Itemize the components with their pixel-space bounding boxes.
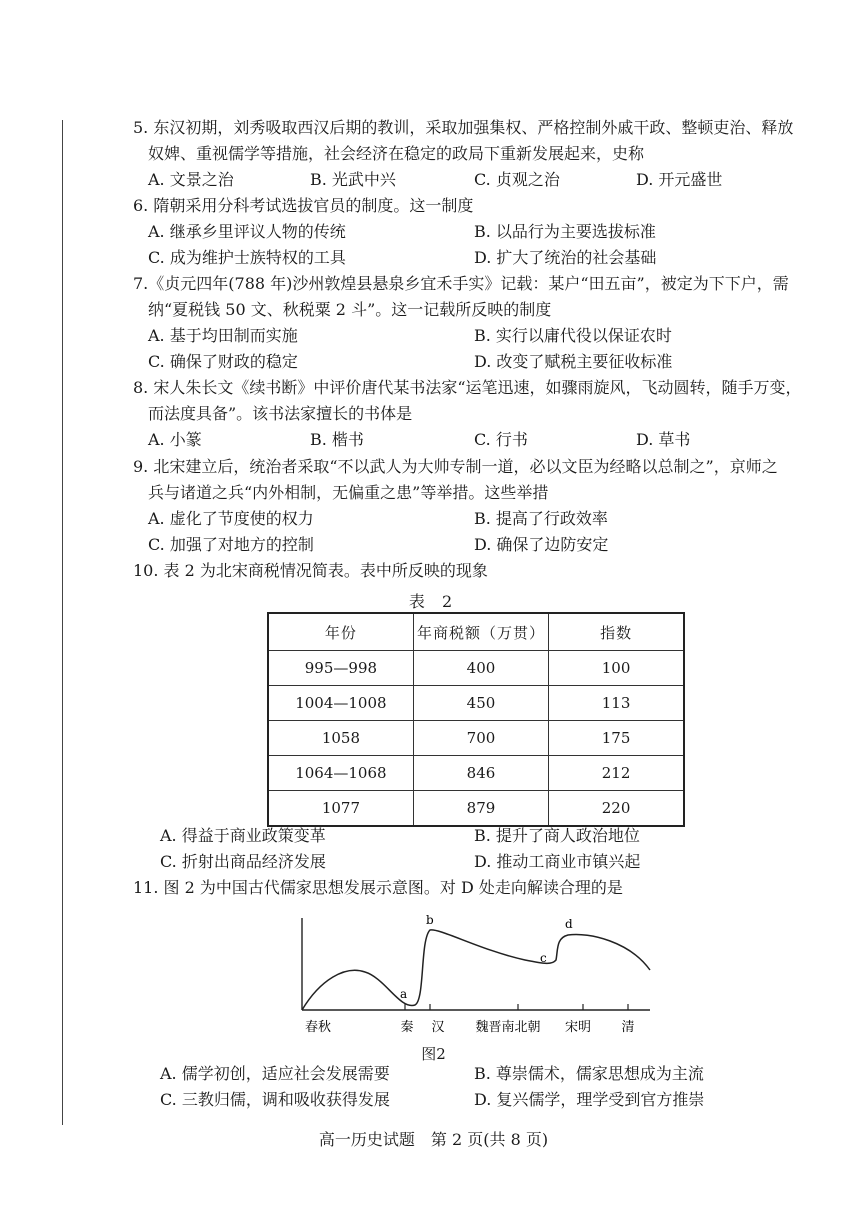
q6-option-b[interactable]: B. 以品行为主要选拔标准	[474, 222, 656, 241]
q5-stem-line2: 奴婢、重视儒学等措施，社会经济在稳定的政局下重新发展起来，史称	[148, 144, 645, 163]
q10-option-d[interactable]: D. 推动工商业市镇兴起	[474, 852, 641, 871]
x-label: 宋明	[564, 1020, 592, 1035]
cell-index: 100	[549, 651, 684, 686]
q8-stem-line2: 而法度具备”。该书法家擅长的书体是	[148, 404, 413, 423]
q5-option-c[interactable]: C. 贞观之治	[474, 170, 560, 189]
q9-stem-line1: 9. 北宋建立后，统治者采取“不以武人为大帅专制一道，必以文臣为经略以总制之”，京师之	[133, 457, 778, 476]
table-row	[268, 651, 684, 686]
cell-tax: 400	[413, 651, 548, 686]
q8-option-d[interactable]: D. 草书	[636, 430, 691, 449]
q7-option-d[interactable]: D. 改变了赋税主要征收标准	[474, 352, 673, 371]
table-row	[268, 756, 684, 791]
q10-option-a[interactable]: A. 得益于商业政策变革	[160, 826, 326, 845]
page-footer: 高一历史试题 第 2 页(共 8 页)	[318, 1130, 549, 1149]
point-label-d: d	[565, 917, 573, 931]
q5-stem-line1: 5. 东汉初期，刘秀吸取西汉后期的教训，采取加强集权、严格控制外戚干政、整顿吏治、释放	[133, 118, 794, 137]
q6-option-c[interactable]: C. 成为维护士族特权的工具	[148, 248, 346, 267]
figure-caption: 图2	[421, 1045, 446, 1063]
x-label: 魏晋南北朝	[475, 1020, 541, 1035]
x-label: 清	[621, 1020, 635, 1035]
cell-year: 995—998	[268, 651, 413, 686]
table-header-row	[268, 613, 684, 651]
header-index: 指数	[549, 613, 684, 651]
q7-option-b[interactable]: B. 实行以庸代役以保证农时	[474, 326, 672, 345]
q5-option-b[interactable]: B. 光武中兴	[310, 170, 396, 189]
point-label-b: b	[426, 913, 434, 927]
header-tax: 年商税额（万贯）	[413, 613, 548, 651]
q10-option-b[interactable]: B. 提升了商人政治地位	[474, 826, 640, 845]
q11-option-a[interactable]: A. 儒学初创，适应社会发展需要	[160, 1064, 390, 1083]
binding-margin-line	[62, 120, 63, 1125]
q7-option-c[interactable]: C. 确保了财政的稳定	[148, 352, 298, 371]
tax-table	[267, 612, 685, 827]
x-axis-ticks	[405, 1004, 628, 1010]
q9-option-c[interactable]: C. 加强了对地方的控制	[148, 535, 314, 554]
cell-year: 1077	[268, 791, 413, 827]
q11-option-d[interactable]: D. 复兴儒学，理学受到官方推崇	[474, 1090, 705, 1109]
q11-stem-line1: 11. 图 2 为中国古代儒家思想发展示意图。对 D 处走向解读合理的是	[133, 878, 623, 897]
cell-index: 212	[549, 756, 684, 791]
development-curve	[302, 930, 650, 1010]
x-axis-labels	[305, 1019, 635, 1035]
cell-tax: 450	[413, 686, 548, 721]
table-row	[268, 686, 684, 721]
q9-option-d[interactable]: D. 确保了边防安定	[474, 535, 609, 554]
q9-stem-line2: 兵与诸道之兵“内外相制，无偏重之患”等举措。这些举措	[148, 483, 549, 502]
x-label: 春秋	[304, 1020, 332, 1035]
q7-option-a[interactable]: A. 基于均田制而实施	[148, 326, 298, 345]
table-title: 表 2	[408, 592, 459, 611]
cell-index: 220	[549, 791, 684, 827]
q8-option-b[interactable]: B. 楷书	[310, 430, 364, 449]
cell-tax: 846	[413, 756, 548, 791]
q6-stem-line1: 6. 隋朝采用分科考试选拔官员的制度。这一制度	[133, 196, 474, 215]
q7-stem-line1: 7.《贞元四年(788 年)沙州敦煌县悬泉乡宜禾手实》记载：某户“田五亩”，被定为下下户，需	[133, 274, 789, 293]
q11-option-c[interactable]: C. 三教归儒，调和吸收获得发展	[160, 1090, 390, 1109]
q9-option-a[interactable]: A. 虚化了节度使的权力	[148, 509, 314, 528]
cell-year: 1064—1068	[268, 756, 413, 791]
cell-tax: 700	[413, 721, 548, 756]
q5-option-d[interactable]: D. 开元盛世	[636, 170, 723, 189]
point-label-a: a	[400, 987, 408, 1001]
q8-option-a[interactable]: A. 小篆	[148, 430, 202, 449]
q11-option-b[interactable]: B. 尊崇儒术，儒家思想成为主流	[474, 1064, 704, 1083]
q7-stem-line2: 纳“夏税钱 50 文、秋税粟 2 斗”。这一记载所反映的制度	[148, 300, 552, 319]
cell-tax: 879	[413, 791, 548, 827]
q6-option-d[interactable]: D. 扩大了统治的社会基础	[474, 248, 657, 267]
cell-index: 175	[549, 721, 684, 756]
q9-option-b[interactable]: B. 提高了行政效率	[474, 509, 608, 528]
point-label-c: c	[540, 951, 547, 965]
confucianism-development-diagram	[290, 910, 670, 1040]
header-year: 年份	[268, 613, 413, 651]
x-label: 汉	[431, 1020, 445, 1035]
q5-option-a[interactable]: A. 文景之治	[148, 170, 234, 189]
q10-option-c[interactable]: C. 折射出商品经济发展	[160, 852, 326, 871]
q6-option-a[interactable]: A. 继承乡里评议人物的传统	[148, 222, 346, 241]
cell-year: 1058	[268, 721, 413, 756]
cell-year: 1004—1008	[268, 686, 413, 721]
q8-option-c[interactable]: C. 行书	[474, 430, 528, 449]
x-label: 秦	[400, 1020, 414, 1035]
q8-stem-line1: 8. 宋人朱长文《续书断》中评价唐代某书法家“运笔迅速，如骤雨旋风，飞动圆转，随手万变，	[133, 378, 802, 397]
q10-stem-line1: 10. 表 2 为北宋商税情况简表。表中所反映的现象	[133, 561, 488, 580]
table-row	[268, 721, 684, 756]
cell-index: 113	[549, 686, 684, 721]
table-row	[268, 791, 684, 827]
